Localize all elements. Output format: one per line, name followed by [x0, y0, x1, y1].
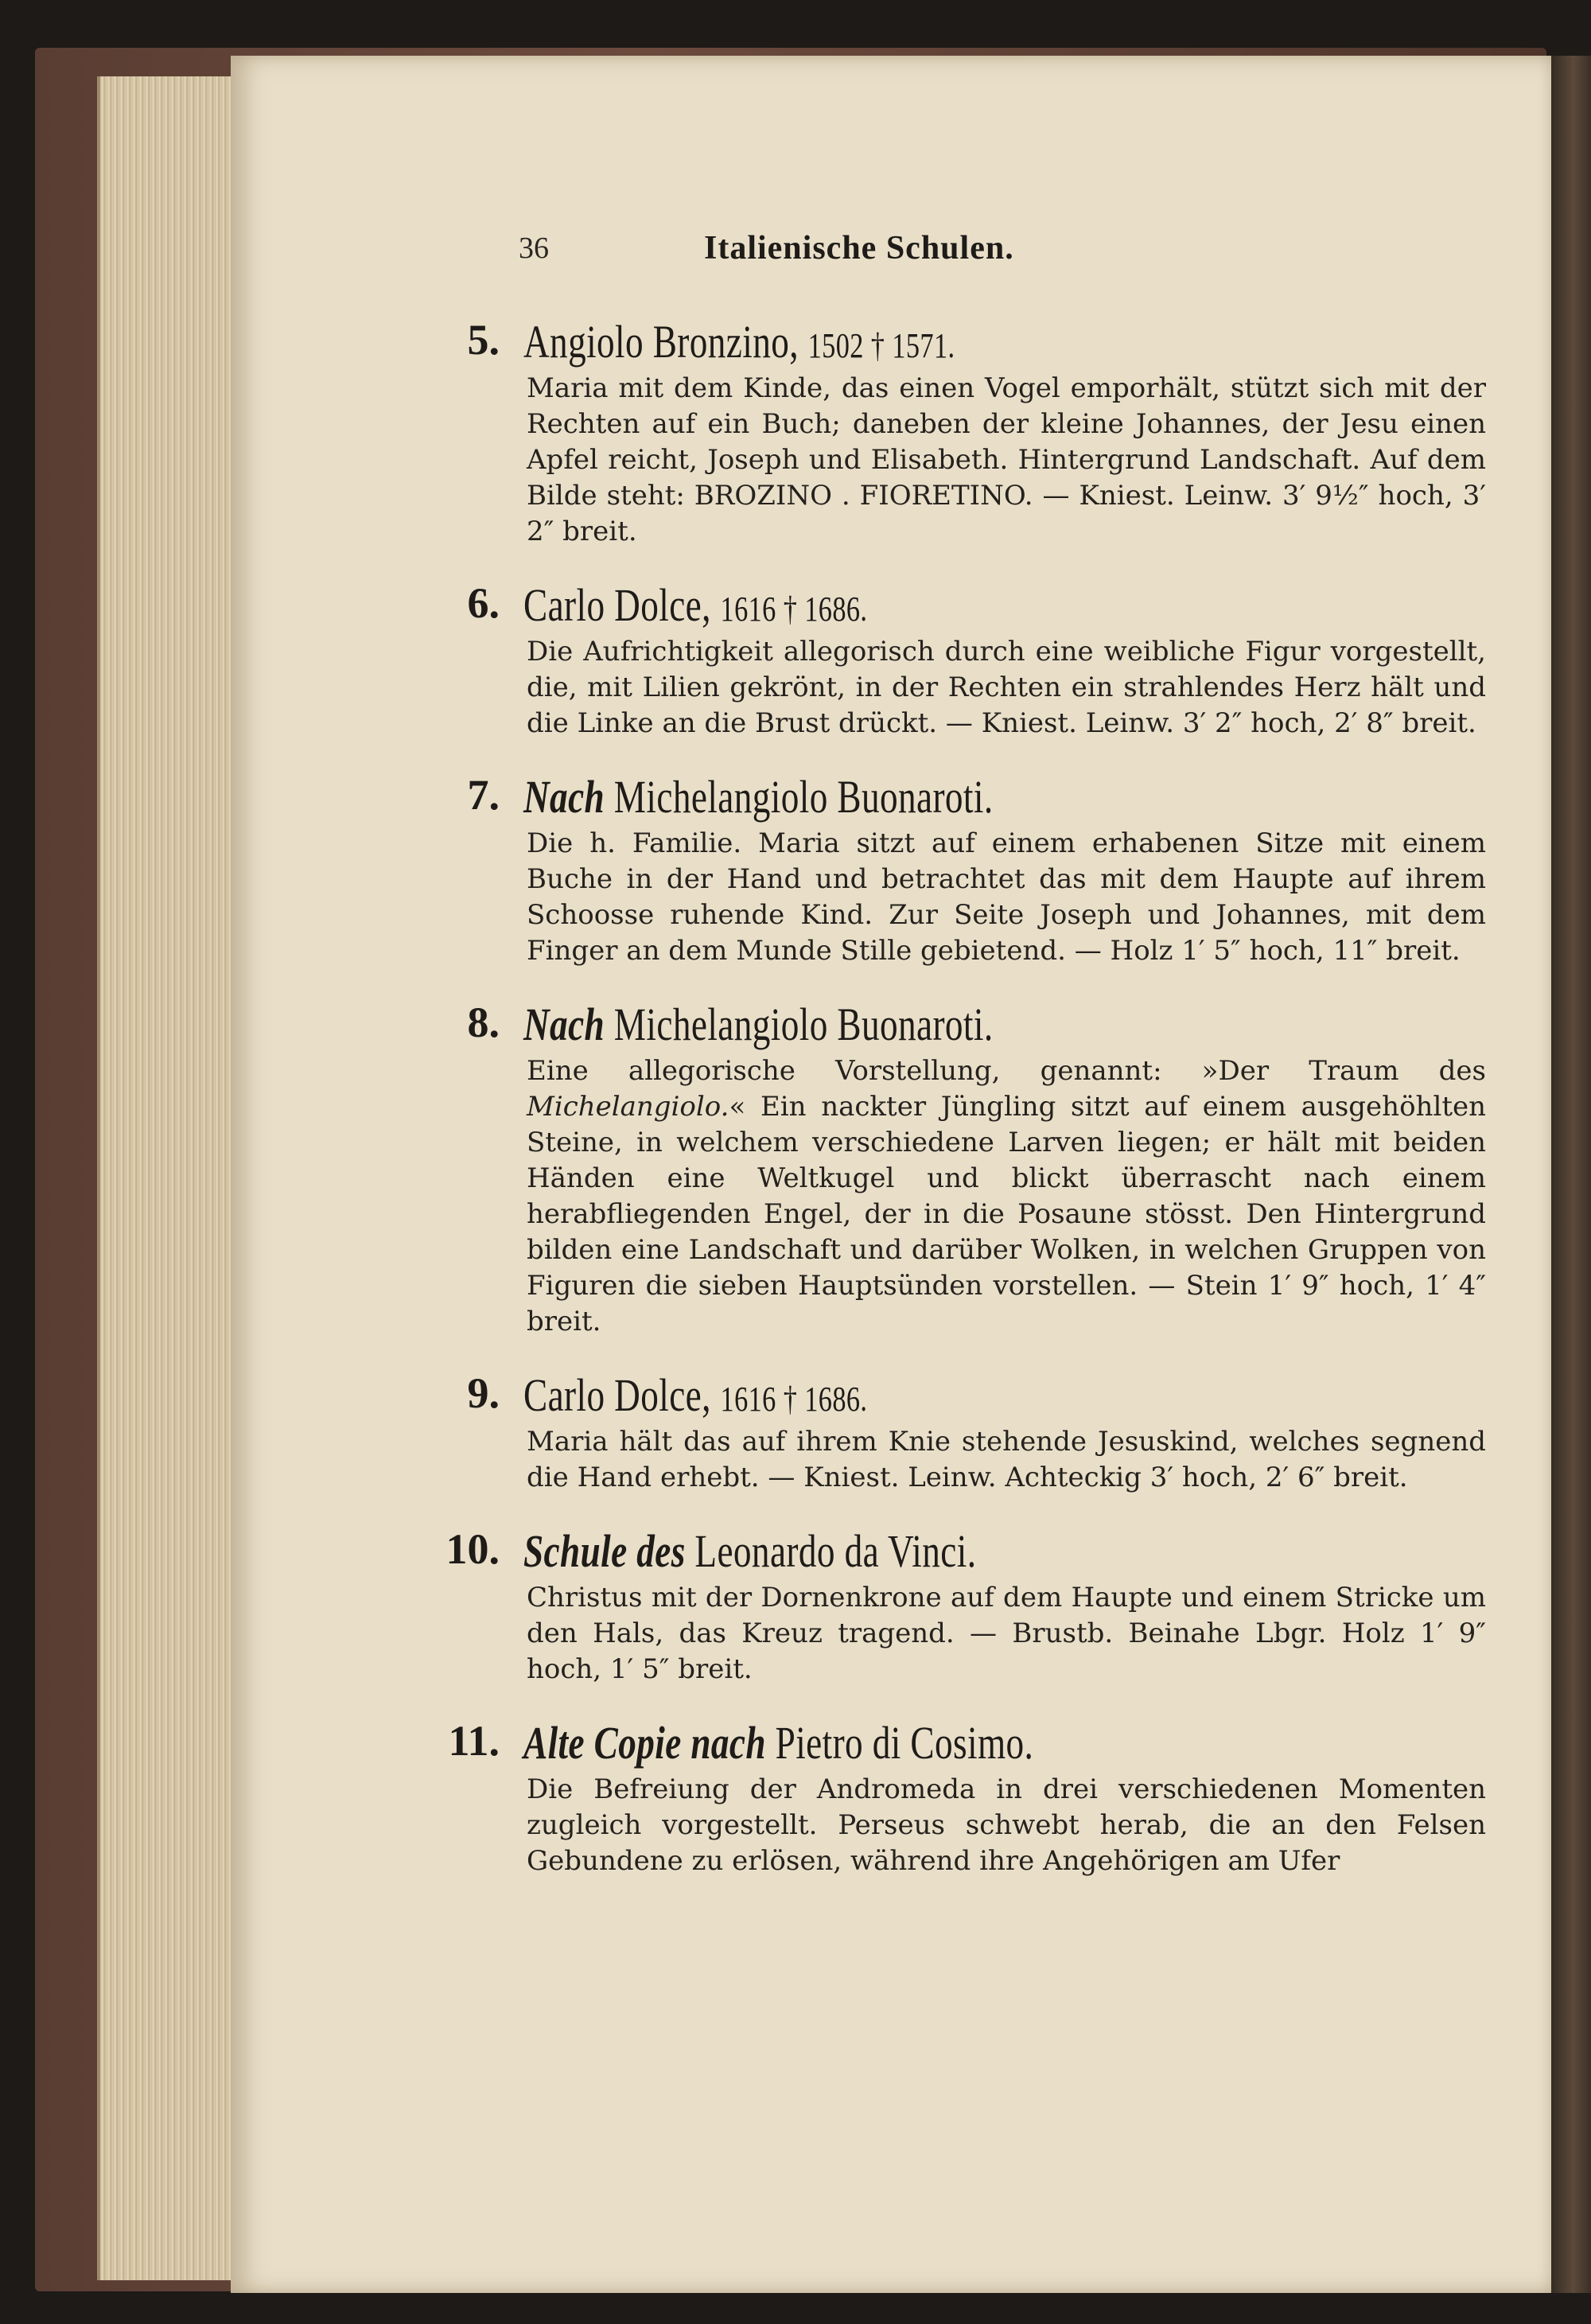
entry-heading — [448, 1716, 1486, 1772]
catalog-entry — [467, 770, 1486, 969]
running-title: Italienische Schulen. — [704, 230, 1014, 267]
artist-name: Carlo Dolce, — [523, 579, 711, 631]
attribution-prefix: Alte Copie nach — [523, 1717, 766, 1769]
page-number: 36 — [519, 232, 549, 265]
artist-name: Carlo Dolce, — [523, 1369, 711, 1421]
page-edges — [97, 76, 251, 2280]
entry-number: 7. — [467, 771, 500, 819]
artist-dates: 1616 † 1686. — [720, 590, 868, 629]
entry-description: Die h. Familie. Maria sitzt auf einem erhabenen Sitze mit einem Buche in der Hand und betrachtet das mit dem Haupte auf ihrem Schoosse ruhende Kind. Zur Seite Joseph und Johannes, mit dem Finger an dem Munde Stille gebietend. — Holz 1′ 5″ hoch, 11″ breit. — [527, 827, 1486, 967]
artist-line — [523, 1524, 976, 1578]
artist-name: Michelangiolo Buonaroti. — [613, 771, 994, 823]
catalog-entry — [467, 578, 1486, 742]
entry-description: Maria hält das auf ihrem Knie stehende Jesuskind, welches segnend die Hand erhebt. — Kniest. Leinw. Achteckig 3′ hoch, 2′ 6″ breit. — [527, 1426, 1486, 1493]
artist-name: Leonardo da Vinci. — [694, 1525, 977, 1577]
attribution-prefix: Nach — [523, 999, 605, 1050]
artist-line — [523, 1368, 867, 1422]
artist-line — [523, 578, 867, 632]
catalog-entry — [467, 998, 1486, 1340]
artist-dates: 1502 † 1571. — [807, 326, 955, 365]
running-head — [477, 231, 1486, 278]
entry-number: 6. — [467, 579, 500, 627]
facing-page-edge — [1547, 56, 1591, 2293]
catalog-entry — [467, 315, 1486, 550]
attribution-prefix: Schule des — [523, 1525, 686, 1577]
entry-number: 10. — [445, 1525, 500, 1573]
entry-description: Die Befreiung der Andromeda in drei verschiedenen Momenten zugleich vorgestellt. Perseus schwebt herab, die an den Felsen Gebundene zu erlösen, während ihre Angehörigen am Ufer — [527, 1773, 1486, 1877]
artist-line — [523, 315, 955, 368]
artist-line — [523, 1716, 1033, 1769]
catalog-entry — [448, 1716, 1486, 1879]
catalog-entry — [467, 1368, 1486, 1496]
catalog-entry — [445, 1524, 1486, 1688]
artist-name: Michelangiolo Buonaroti. — [613, 999, 994, 1050]
artist-dates: 1616 † 1686. — [720, 1380, 868, 1419]
entry-number: 11. — [448, 1717, 500, 1765]
entry-heading — [467, 770, 1486, 826]
entry-number: 5. — [467, 316, 500, 364]
entry-heading — [467, 315, 1486, 371]
entry-description: Die Aufrichtigkeit allegorisch durch eine weibliche Figur vorgestellt, die, mit Lilien gekrönt, in der Rechten ein strahlendes Herz hält und die Linke an die Brust drückt. — Kniest. Leinw. 3′ 2″ hoch, 2′ 8″ breit. — [527, 636, 1486, 739]
entry-description: Maria mit dem Kinde, das einen Vogel emporhält, stützt sich mit der Rechten auf ein Buch; daneben der kleine Johannes, der Jesu einen Apfel reicht, Joseph und Elisabeth. Hintergrund Landschaft. Auf dem Bilde steht: BROZINO . FIORETINO. — Kniest. Leinw. 3′ 9½″ hoch, 3′ 2″ breit. — [527, 372, 1486, 547]
entry-heading — [467, 998, 1486, 1053]
entry-heading — [467, 578, 1486, 634]
page-content — [445, 230, 1486, 1908]
artist-line — [523, 998, 994, 1051]
attribution-prefix: Nach — [523, 771, 605, 823]
entry-heading — [467, 1368, 1486, 1424]
artist-line — [523, 770, 994, 823]
artist-name: Angiolo Bronzino, — [523, 316, 799, 368]
entry-number: 9. — [467, 1369, 500, 1417]
entry-number: 8. — [467, 999, 500, 1046]
description-italic-text: Michelangiolo. — [527, 1091, 729, 1123]
description-text: Eine allegorische Vorstellung, genannt: »Der Traum des — [527, 1055, 1486, 1087]
entry-heading — [445, 1524, 1486, 1580]
artist-name: Pietro di Cosimo. — [775, 1717, 1034, 1769]
entry-description — [527, 1053, 1486, 1340]
description-text: « Ein nackter Jüngling sitzt auf einem ausgehöhlten Steine, in welchem verschiedene Larven liegen; er hält mit beiden Händen eine Weltkugel und blickt überrascht nach einem herabfliegenden Engel, der in die Posaune stösst. Den Hintergrund bilden eine Landschaft und darüber Wolken, in welchen Gruppen von Figuren die sieben Hauptsünden vorstellen. — Stein 1′ 9″ hoch, 1′ 4″ breit. — [527, 1091, 1486, 1337]
entry-description: Christus mit der Dornenkrone auf dem Haupte und einem Stricke um den Hals, das Kreuz tragend. — Brustb. Beinahe Lbgr. Holz 1′ 9″ hoch, 1′ 5″ breit. — [527, 1582, 1486, 1685]
